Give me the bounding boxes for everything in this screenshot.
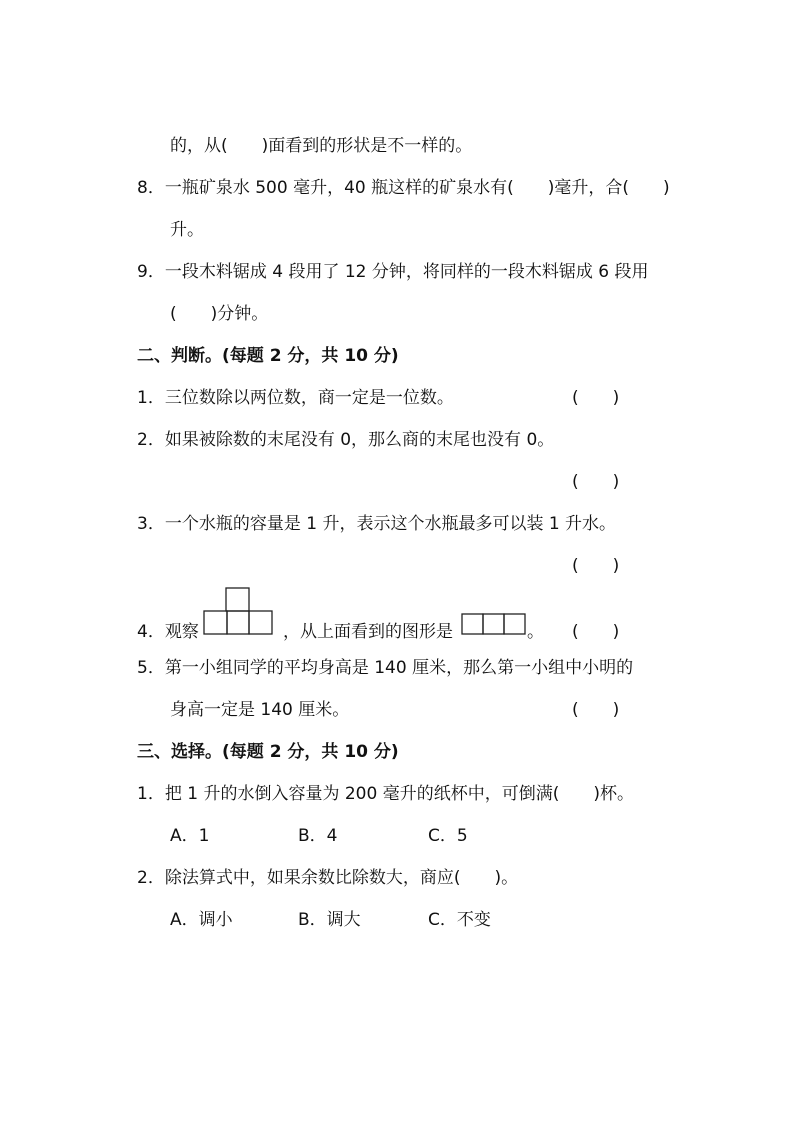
judge-q4-suffix: 。: [527, 622, 544, 642]
judge-section-title: 二、判断。(每题 2 分，共 10 分): [137, 346, 399, 366]
choice-q2-option-a[interactable]: A．调小: [170, 910, 233, 930]
choice-q2-option-c[interactable]: C．不变: [428, 910, 491, 930]
judge-q2-answer-bracket[interactable]: ( ): [572, 472, 620, 492]
q9-line2: ( )分钟。: [170, 304, 269, 324]
q9-line1: 9．一段木料锯成 4 段用了 12 分钟，将同样的一段木料锯成 6 段用: [137, 262, 649, 282]
judge-q4-answer-bracket[interactable]: ( ): [572, 622, 620, 642]
choice-section-title: 三、选择。(每题 2 分，共 10 分): [137, 742, 399, 762]
judge-q5-line1: 5．第一小组同学的平均身高是 140 厘米，那么第一小组中小明的: [137, 658, 634, 678]
choice-q2-option-b[interactable]: B．调大: [298, 910, 361, 930]
judge-q4-middle: ，从上面看到的图形是: [283, 622, 453, 642]
judge-q5-answer-bracket[interactable]: ( ): [572, 700, 620, 720]
judge-q3: 3．一个水瓶的容量是 1 升，表示这个水瓶最多可以装 1 升水。: [137, 514, 617, 534]
cube-stack-figure: [203, 587, 273, 635]
q7-continuation: 的，从( )面看到的形状是不一样的。: [170, 136, 473, 156]
choice-q2: 2．除法算式中，如果余数比除数大，商应( )。: [137, 868, 519, 888]
q8-line2: 升。: [170, 220, 204, 240]
judge-q1-answer-bracket[interactable]: ( ): [572, 388, 620, 408]
choice-q1-option-c[interactable]: C．5: [428, 826, 468, 846]
judge-q2: 2．如果被除数的末尾没有 0，那么商的末尾也没有 0。: [137, 430, 555, 450]
judge-q5-line2: 身高一定是 140 厘米。: [170, 700, 350, 720]
judge-q3-answer-bracket[interactable]: ( ): [572, 556, 620, 576]
top-view-figure: [461, 613, 527, 635]
choice-q1-option-b[interactable]: B．4: [298, 826, 338, 846]
q8-line1: 8．一瓶矿泉水 500 毫升，40 瓶这样的矿泉水有( )毫升，合( ): [137, 178, 670, 198]
choice-q1-option-a[interactable]: A．1: [170, 826, 210, 846]
choice-q1: 1．把 1 升的水倒入容量为 200 毫升的纸杯中，可倒满( )杯。: [137, 784, 634, 804]
judge-q4-prefix: 4．观察: [137, 622, 199, 642]
judge-q1: 1．三位数除以两位数，商一定是一位数。: [137, 388, 454, 408]
